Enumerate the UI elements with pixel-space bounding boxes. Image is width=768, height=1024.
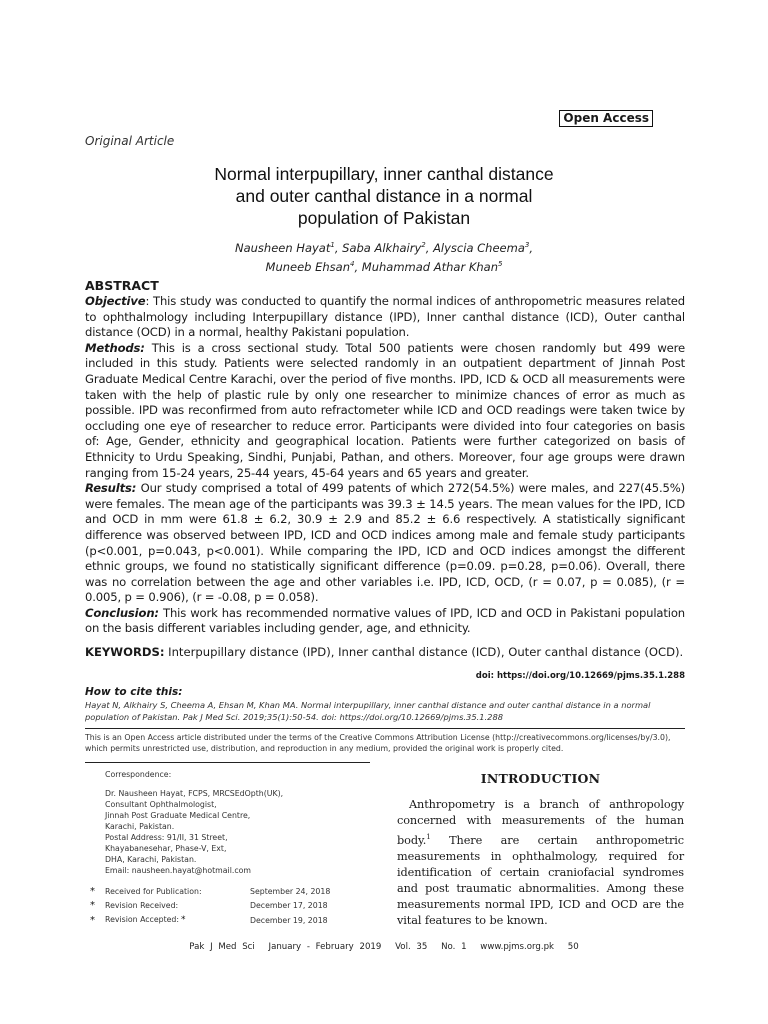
date-label-text: Revision Accepted:: [105, 915, 180, 924]
abstract-heading: ABSTRACT: [85, 278, 159, 293]
date-value: December 19, 2018: [250, 915, 328, 925]
address-line: Jinnah Post Graduate Medical Centre,: [105, 811, 251, 820]
submission-dates: [90, 884, 330, 928]
date-value: December 17, 2018: [250, 901, 328, 910]
author-name: Alyscia Cheema: [433, 240, 525, 255]
page-number: 50: [567, 942, 579, 952]
date-label: Received for Publication:: [105, 886, 202, 896]
date-row: [90, 913, 330, 927]
author-list: [130, 237, 638, 275]
divider: [85, 762, 370, 763]
introduction-heading: INTRODUCTION: [480, 771, 601, 786]
open-access-badge: Open Access: [559, 110, 653, 127]
results-label: Results:: [85, 481, 137, 496]
methods-text: This is a cross sectional study. Total 500 patients were chosen randomly but 499 were included in this study. Patients were selected randomly in an outpatient department of Jinnah Post Graduate Medical Centre Karachi, over the period of five months. IPD, ICD & OCD all measurements were taken with the help of plastic rule by only one researcher to minimize chances of error as much as possible. IPD was reconfirmed from auto refractometer while ICD and OCD readings were taken twice by occluding one eye of researcher to reduce error. Participants were divided into four categories on basis of: Age, Gender, ethnicity and geographical location. Patients were further categorized on basis of Ethnicity to Urdu Speaking, Sindhi, Punjabi, Pathan, and others. Moreover, four age groups were drawn ranging from 15-24 years, 25-44 years, 45-64 years and 65 years and greater.: [85, 340, 685, 480]
asterisk-icon: *: [181, 915, 186, 925]
address-line: Consultant Ophthalmologist,: [105, 800, 217, 809]
address-line: Khayabanesehar, Phase-V, Ext,: [105, 844, 227, 853]
article-type: Original Article: [85, 134, 175, 148]
citation-text: Hayat N, Alkhairy S, Cheema A, Ehsan M, Khan MA. Normal interpupillary, inner canthal distance and outer canthal distance in a normal population of Pakistan. Pak J Med Sci. 2019;35(1):50-54. doi: https://doi.org/10.12669/pjms.35.1.288: [85, 700, 651, 722]
journal-name: Pak J Med Sci: [189, 942, 255, 952]
doi-link[interactable]: doi: https://doi.org/10.12669/pjms.35.1.288: [475, 671, 685, 681]
intro-continuation: There are certain anthropometric measurements in ophthalmology, required for identification of certain craniofacial syndromes and post traumatic abnormalities. Among these measurements normal IPD, ICD and OCD are the vital features to be known.: [397, 833, 684, 927]
date-row: [90, 884, 330, 898]
abstract-conclusion: [85, 606, 685, 637]
divider: [85, 728, 685, 729]
title-line: and outer canthal distance in a normal: [235, 186, 533, 206]
title-line: population of Pakistan: [297, 208, 471, 228]
citation-ref: 1: [426, 833, 431, 841]
cite-heading: How to cite this:: [85, 686, 183, 698]
issue-date: January - February 2019: [268, 942, 382, 952]
abstract-body: [85, 294, 685, 637]
date-label: Revision Received:: [105, 901, 179, 910]
bullet-icon: *: [90, 914, 95, 926]
author-name: Saba Alkhairy: [342, 240, 422, 255]
methods-label: Methods:: [85, 340, 145, 355]
date-label: [105, 915, 250, 925]
license-text: This is an Open Access article distributed under the terms of the Creative Commons Attribution License (http://creativecommons.org/licenses/by/3.0), which permits unrestricted use, distribution, and reproduction in any medium, provided the original work is properly cited.: [85, 733, 671, 753]
author-affiliation: 5: [498, 259, 503, 268]
author-affiliation: 2: [421, 241, 426, 249]
title-line: Normal interpupillary, inner canthal distance: [214, 164, 554, 184]
bullet-icon: *: [90, 885, 95, 897]
abstract-methods: [85, 341, 685, 481]
correspondence-label: Correspondence:: [105, 770, 172, 779]
address-line: DHA, Karachi, Pakistan.: [105, 855, 197, 864]
conclusion-text: This work has recommended normative values of IPD, ICD and OCD in Pakistani population on the basis different variables including gender, age, and ethnicity.: [85, 605, 685, 636]
author-separator: ,: [334, 240, 343, 255]
correspondence-address: [105, 788, 283, 876]
author-affiliation: 3: [524, 241, 530, 249]
author-separator: ,: [354, 259, 362, 274]
website-link[interactable]: www.pjms.org.pk: [480, 942, 555, 952]
keywords-label: KEYWORDS:: [85, 645, 165, 659]
keywords: [85, 645, 685, 660]
address-line: Karachi, Pakistan.: [105, 822, 175, 831]
author-affiliation: 4: [350, 259, 355, 268]
objective-text: : This study was conducted to quantify the normal indices of anthropometric measures related to ophthalmology including Interpupillary distance (IPD), Inner canthal distance (ICD), Outer canthal distance (OCD) in a normal, healthy Pakistani population.: [85, 294, 685, 340]
objective-label: Objective: [85, 294, 146, 308]
abstract-results: [85, 481, 685, 606]
page-footer: [0, 942, 768, 952]
address-line: Dr. Nausheen Hayat, FCPS, MRCSEdOpth(UK),: [105, 789, 284, 798]
intro-sentence: Anthropometry is a branch of anthropology concerned with measurements of the human body.: [397, 798, 684, 847]
author-name: Muhammad Athar Khan: [361, 259, 499, 274]
date-value: September 24, 2018: [250, 886, 331, 896]
article-title: [130, 163, 638, 229]
keywords-text: Interpupillary distance (IPD), Inner canthal distance (ICD), Outer canthal distance (OCD).: [164, 645, 684, 659]
introduction-text: [397, 797, 684, 929]
volume: Vol. 35: [395, 942, 428, 952]
author-separator: ,: [529, 240, 533, 255]
results-text: Our study comprised a total of 499 patents of which 272(54.5%) were males, and 227(45.5%) were females. The mean age of the participants was 39.3 ± 14.5 years. The mean values for the IPD, ICD and OCD in mm were 61.8 ± 6.2, 30.9 ± 2.9 and 85.2 ± 6.6 respectively. A statistically significant difference was observed between IPD, ICD and OCD indices among male and female study participants (p<0.001, p=0.043, p<0.001). While comparing the IPD, ICD and OCD indices amongst the different ethnic groups, we found no statistically significant difference (p=0.09. p=0.28, p=0.06). Overall, there was no correlation between the age and other variables i.e. IPD, ICD, OCD, (r = 0.07, p = 0.085), (r = 0.005, p = 0.906), (r = -0.08, p = 0.058).: [85, 481, 685, 605]
author-name: Muneeb Ehsan: [265, 259, 351, 274]
issue-number: No. 1: [441, 942, 467, 952]
abstract-objective: [85, 294, 685, 341]
date-row: [90, 899, 330, 913]
bullet-icon: *: [90, 900, 95, 911]
author-name: Nausheen Hayat: [234, 240, 331, 255]
author-separator: ,: [425, 240, 434, 255]
author-affiliation: 1: [330, 241, 335, 249]
email-address[interactable]: Email: nausheen.hayat@hotmail.com: [105, 866, 251, 875]
conclusion-label: Conclusion:: [85, 605, 159, 620]
address-line: Postal Address: 91/II, 31 Street,: [105, 833, 228, 842]
